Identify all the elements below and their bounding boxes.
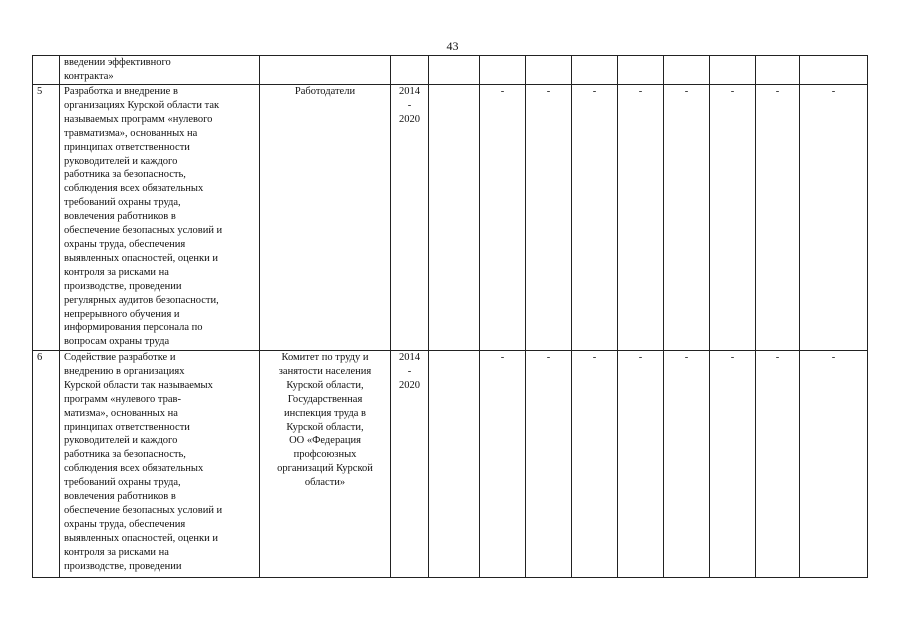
period-cell: [391, 351, 429, 578]
value-cell: -: [618, 351, 664, 578]
text-line: контроля за рисками на: [64, 546, 169, 558]
value-cell: -: [480, 85, 526, 351]
value-cell: -: [480, 351, 526, 578]
period-start: 2014: [399, 352, 420, 363]
plan-table: [32, 55, 868, 578]
value-cell: [572, 56, 618, 85]
text-line: матизма», основанных на: [64, 407, 178, 419]
text-line: информирования персонала по: [64, 322, 203, 334]
text-line: производстве, проведении: [64, 560, 182, 572]
value-cell: -: [526, 351, 572, 578]
text-line: инспекция труда в: [284, 407, 366, 419]
text-line: области»: [304, 477, 346, 489]
value-cell: -: [664, 351, 710, 578]
value-cell: [800, 56, 868, 85]
text-line: введении эффективного: [64, 57, 171, 68]
text-line: работника за безопасность,: [64, 169, 186, 181]
text-line: ОО «Федерация: [289, 435, 361, 447]
text-line: охраны труда, обеспечения: [64, 518, 186, 530]
value-cell: [526, 56, 572, 85]
text-line: соблюдения всех обязательных: [64, 183, 204, 195]
text-line: Государственная: [287, 393, 363, 405]
value-cell: -: [572, 351, 618, 578]
value-cell: -: [664, 85, 710, 351]
text-line: травматизма», основанных на: [64, 127, 198, 139]
value-cell: -: [710, 85, 756, 351]
period-start: 2014: [399, 86, 420, 97]
text-line: контроля за рисками на: [64, 266, 169, 278]
value-cell: [618, 56, 664, 85]
text-line: программ «нулевого трав-: [64, 393, 181, 405]
text-line: работника за безопасность,: [64, 449, 186, 461]
value-cell: -: [800, 85, 868, 351]
value-cell: -: [572, 85, 618, 351]
empty-cell: [429, 351, 480, 578]
text-line: принципах ответственности: [64, 421, 190, 433]
description-cell: [60, 351, 260, 578]
period-separator: -: [407, 365, 412, 377]
empty-cell: [429, 85, 480, 351]
text-line: выявленных опасностей, оценки и: [64, 252, 218, 264]
description-cell: [60, 56, 260, 85]
text-line: организациях Курской области так: [64, 99, 220, 111]
text-line: внедрению в организациях: [64, 365, 185, 377]
text-line: Курской области,: [286, 421, 364, 433]
text-line: Разработка и внедрение в: [64, 86, 178, 97]
text-line: занятости населения: [278, 365, 372, 377]
row-number-cell: 5: [33, 85, 60, 351]
value-cell: -: [710, 351, 756, 578]
text-line: выявленных опасностей, оценки и: [64, 532, 218, 544]
text-line: принципах ответственности: [64, 141, 190, 153]
text-line: соблюдения всех обязательных: [64, 463, 204, 475]
text-line: профсоюзных: [293, 449, 357, 461]
text-line: Содействие разработке и: [64, 352, 176, 363]
value-cell: [664, 56, 710, 85]
value-cell: -: [526, 85, 572, 351]
period-end: 2020: [399, 379, 420, 391]
value-cell: [756, 56, 800, 85]
text-line: производстве, проведении: [64, 280, 182, 292]
executor-cell: [260, 56, 391, 85]
period-cell: [391, 56, 429, 85]
text-line: регулярных аудитов безопасности,: [64, 294, 219, 306]
row-number-cell: 6: [33, 351, 60, 578]
row-number-cell: [33, 56, 60, 85]
text-line: руководителей и каждого: [64, 435, 178, 447]
table-row: [33, 85, 868, 351]
text-line: Комитет по труду и: [281, 352, 369, 363]
period-cell: [391, 85, 429, 351]
empty-cell: [429, 56, 480, 85]
value-cell: -: [618, 85, 664, 351]
value-cell: -: [800, 351, 868, 578]
text-line: Курской области так называемых: [64, 379, 213, 391]
text-line: Работодатели: [294, 86, 356, 97]
description-cell: [60, 85, 260, 351]
text-line: требований охраны труда,: [64, 197, 181, 209]
table-row: [33, 351, 868, 578]
table-row: [33, 56, 868, 85]
text-line: вопросам охраны труда: [64, 336, 170, 348]
text-line: вовлечения работников в: [64, 211, 176, 223]
text-line: контракта»: [64, 70, 114, 82]
text-line: вовлечения работников в: [64, 491, 176, 503]
text-line: требований охраны труда,: [64, 477, 181, 489]
text-line: руководителей и каждого: [64, 155, 178, 167]
value-cell: -: [756, 351, 800, 578]
value-cell: [710, 56, 756, 85]
text-line: непрерывного обучения и: [64, 308, 180, 320]
text-line: Курской области,: [286, 379, 364, 391]
text-line: называемых программ «нулевого: [64, 113, 213, 125]
executor-cell: [260, 85, 391, 351]
text-line: обеспечение безопасных условий и: [64, 504, 223, 516]
text-line: обеспечение безопасных условий и: [64, 225, 223, 237]
text-line: организаций Курской: [277, 463, 373, 475]
text-line: охраны труда, обеспечения: [64, 238, 186, 250]
page-number: 43: [446, 39, 459, 53]
value-cell: -: [756, 85, 800, 351]
value-cell: [480, 56, 526, 85]
period-end: 2020: [399, 113, 420, 125]
period-separator: -: [407, 99, 412, 111]
executor-cell: [260, 351, 391, 578]
